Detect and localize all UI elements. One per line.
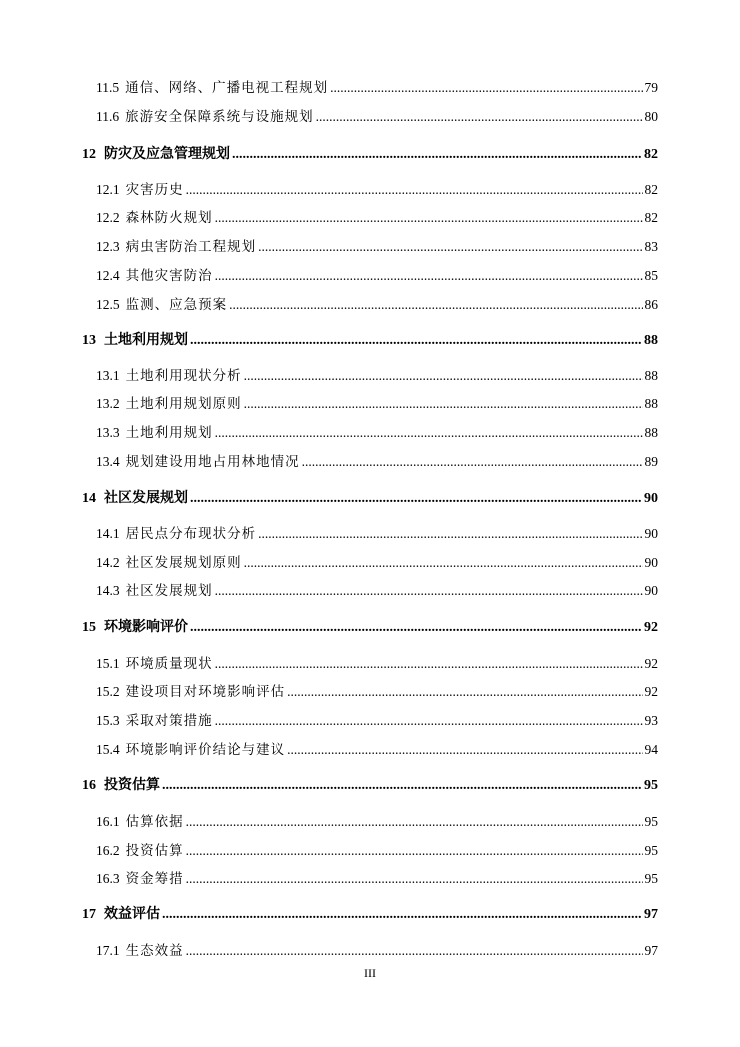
toc-section-entry[interactable]	[96, 869, 658, 889]
toc-entry-title: 灾害历史	[125, 182, 184, 197]
toc-entry-number: 15.2	[96, 684, 120, 699]
toc-dot-leader	[287, 682, 642, 702]
toc-dot-leader	[258, 237, 642, 257]
toc-entry-title: 效益评估	[104, 907, 160, 922]
toc-section-entry[interactable]	[96, 812, 658, 832]
toc-entry-page-number: 86	[644, 297, 658, 312]
toc-entry-page-number: 80	[644, 109, 658, 124]
toc-entry-page-number: 97	[644, 907, 658, 922]
toc-dot-leader	[186, 841, 643, 861]
toc-entry-number: 13.4	[96, 454, 120, 469]
toc-dot-leader	[215, 711, 643, 731]
toc-entry-title: 生态效益	[125, 943, 184, 958]
toc-entry-number: 12	[82, 147, 96, 162]
toc-entry-title: 病虫害防治工程规划	[125, 239, 257, 254]
toc-chapter-entry[interactable]	[82, 905, 658, 925]
toc-section-entry[interactable]	[96, 682, 658, 702]
toc-entry-number: 15	[82, 620, 96, 635]
toc-entry-title: 森林防火规划	[125, 210, 213, 225]
toc-entry-title: 建设项目对环境影响评估	[125, 684, 286, 699]
toc-entry-number: 13.3	[96, 425, 120, 440]
toc-entry-title: 环境影响评价	[104, 620, 188, 635]
toc-entry-page-number: 89	[644, 454, 658, 469]
toc-entry-title: 居民点分布现状分析	[125, 526, 257, 541]
toc-entry-number: 11.5	[96, 80, 120, 95]
toc-dot-leader	[190, 489, 642, 509]
toc-entry-page-number: 88	[644, 333, 658, 348]
toc-section-entry[interactable]	[96, 841, 658, 861]
toc-chapter-entry[interactable]	[82, 618, 658, 638]
toc-entry-number: 15.1	[96, 656, 120, 671]
toc-section-entry[interactable]	[96, 524, 658, 544]
toc-entry-page-number: 85	[644, 268, 658, 283]
toc-entry-number: 14	[82, 491, 96, 506]
toc-dot-leader	[302, 452, 643, 472]
toc-section-entry[interactable]	[96, 654, 658, 674]
toc-entry-page-number: 92	[644, 656, 658, 671]
toc-entry-page-number: 90	[644, 555, 658, 570]
toc-entry-number: 12.1	[96, 182, 120, 197]
toc-entry-number: 17.1	[96, 943, 120, 958]
toc-dot-leader	[244, 553, 643, 573]
toc-entry-page-number: 97	[644, 943, 658, 958]
toc-entry-title: 规划建设用地占用林地情况	[125, 454, 300, 469]
toc-entry-page-number: 90	[644, 491, 658, 506]
toc-dot-leader	[215, 423, 643, 443]
toc-dot-leader	[162, 776, 642, 796]
toc-entry-page-number: 88	[644, 368, 658, 383]
toc-entry-page-number: 82	[644, 147, 658, 162]
toc-section-entry[interactable]	[96, 553, 658, 573]
toc-dot-leader	[215, 266, 643, 286]
toc-entry-number: 17	[82, 907, 96, 922]
toc-entry-title: 土地利用规划	[104, 333, 188, 348]
toc-entry-number: 12.3	[96, 239, 120, 254]
toc-dot-leader	[232, 145, 642, 165]
toc-entry-page-number: 79	[644, 80, 658, 95]
toc-entry-page-number: 90	[644, 583, 658, 598]
toc-dot-leader	[244, 366, 643, 386]
toc-entry-number: 14.1	[96, 526, 120, 541]
toc-entry-number: 12.5	[96, 297, 120, 312]
toc-section-entry[interactable]	[96, 78, 658, 98]
toc-entry-title: 通信、网络、广播电视工程规划	[125, 80, 329, 95]
toc-entry-number: 12.4	[96, 268, 120, 283]
toc-section-entry[interactable]	[96, 237, 658, 257]
toc-entry-page-number: 92	[644, 620, 658, 635]
toc-dot-leader	[215, 581, 643, 601]
toc-entry-title: 防灾及应急管理规划	[104, 147, 230, 162]
toc-dot-leader	[186, 941, 643, 961]
toc-entry-page-number: 95	[644, 814, 658, 829]
toc-entry-page-number: 93	[644, 713, 658, 728]
toc-section-entry[interactable]	[96, 452, 658, 472]
toc-chapter-entry[interactable]	[82, 776, 658, 796]
toc-entry-title: 监测、应急预案	[125, 297, 228, 312]
toc-entry-page-number: 95	[644, 778, 658, 793]
toc-chapter-entry[interactable]	[82, 331, 658, 351]
toc-entry-title: 采取对策措施	[125, 713, 213, 728]
toc-section-entry[interactable]	[96, 208, 658, 228]
toc-entry-title: 土地利用规划	[125, 425, 213, 440]
toc-dot-leader	[316, 107, 643, 127]
toc-entry-number: 16	[82, 778, 96, 793]
toc-entry-page-number: 95	[644, 843, 658, 858]
toc-entry-number: 14.2	[96, 555, 120, 570]
toc-entry-number: 15.3	[96, 713, 120, 728]
toc-entry-number: 13.2	[96, 396, 120, 411]
toc-entry-number: 16.1	[96, 814, 120, 829]
toc-entry-title: 环境质量现状	[125, 656, 213, 671]
toc-dot-leader	[162, 905, 642, 925]
toc-entry-page-number: 83	[644, 239, 658, 254]
toc-dot-leader	[229, 295, 642, 315]
toc-section-entry[interactable]	[96, 107, 658, 127]
toc-entry-number: 12.2	[96, 210, 120, 225]
toc-entry-page-number: 90	[644, 526, 658, 541]
toc-entry-title: 其他灾害防治	[125, 268, 213, 283]
toc-entry-title: 旅游安全保障系统与设施规划	[125, 109, 314, 124]
toc-dot-leader	[186, 180, 643, 200]
toc-entry-title: 环境影响评价结论与建议	[125, 742, 286, 757]
toc-entry-title: 社区发展规划原则	[125, 555, 242, 570]
toc-section-entry[interactable]	[96, 740, 658, 760]
toc-entry-number: 16.3	[96, 871, 120, 886]
toc-dot-leader	[287, 740, 642, 760]
toc-entry-number: 13	[82, 333, 96, 348]
toc-section-entry[interactable]	[96, 581, 658, 601]
toc-entry-title: 估算依据	[125, 814, 184, 829]
toc-entry-title: 投资估算	[125, 843, 184, 858]
toc-entry-title: 资金筹措	[125, 871, 184, 886]
toc-entry-page-number: 82	[644, 210, 658, 225]
toc-section-entry[interactable]	[96, 423, 658, 443]
toc-section-entry[interactable]	[96, 711, 658, 731]
toc-entry-page-number: 88	[644, 425, 658, 440]
toc-dot-leader	[190, 618, 642, 638]
toc-section-entry[interactable]	[96, 366, 658, 386]
toc-entry-page-number: 92	[644, 684, 658, 699]
toc-entry-number: 16.2	[96, 843, 120, 858]
toc-entry-page-number: 94	[644, 742, 658, 757]
toc-entry-title: 土地利用现状分析	[125, 368, 242, 383]
toc-entry-page-number: 88	[644, 396, 658, 411]
toc-dot-leader	[186, 812, 643, 832]
toc-entry-number: 14.3	[96, 583, 120, 598]
toc-dot-leader	[215, 654, 643, 674]
toc-entry-number: 15.4	[96, 742, 120, 757]
toc-entry-title: 土地利用规划原则	[125, 396, 242, 411]
toc-section-entry[interactable]	[96, 941, 658, 961]
toc-dot-leader	[190, 331, 642, 351]
toc-entry-title: 投资估算	[104, 778, 160, 793]
toc-entry-title: 社区发展规划	[104, 491, 188, 506]
toc-dot-leader	[258, 524, 642, 544]
toc-section-entry[interactable]	[96, 180, 658, 200]
toc-dot-leader	[186, 869, 643, 889]
toc-chapter-entry[interactable]	[82, 145, 658, 165]
toc-dot-leader	[215, 208, 643, 228]
toc-section-entry[interactable]	[96, 295, 658, 315]
toc-entry-title: 社区发展规划	[125, 583, 213, 598]
toc-entry-page-number: 82	[644, 182, 658, 197]
toc-entry-number: 11.6	[96, 109, 120, 124]
toc-dot-leader	[330, 78, 642, 98]
page-number-footer: III	[364, 966, 376, 980]
toc-section-entry[interactable]	[96, 394, 658, 414]
toc-dot-leader	[244, 394, 643, 414]
toc-entry-number: 13.1	[96, 368, 120, 383]
toc-entry-page-number: 95	[644, 871, 658, 886]
toc-chapter-entry[interactable]	[82, 489, 658, 509]
toc-section-entry[interactable]	[96, 266, 658, 286]
